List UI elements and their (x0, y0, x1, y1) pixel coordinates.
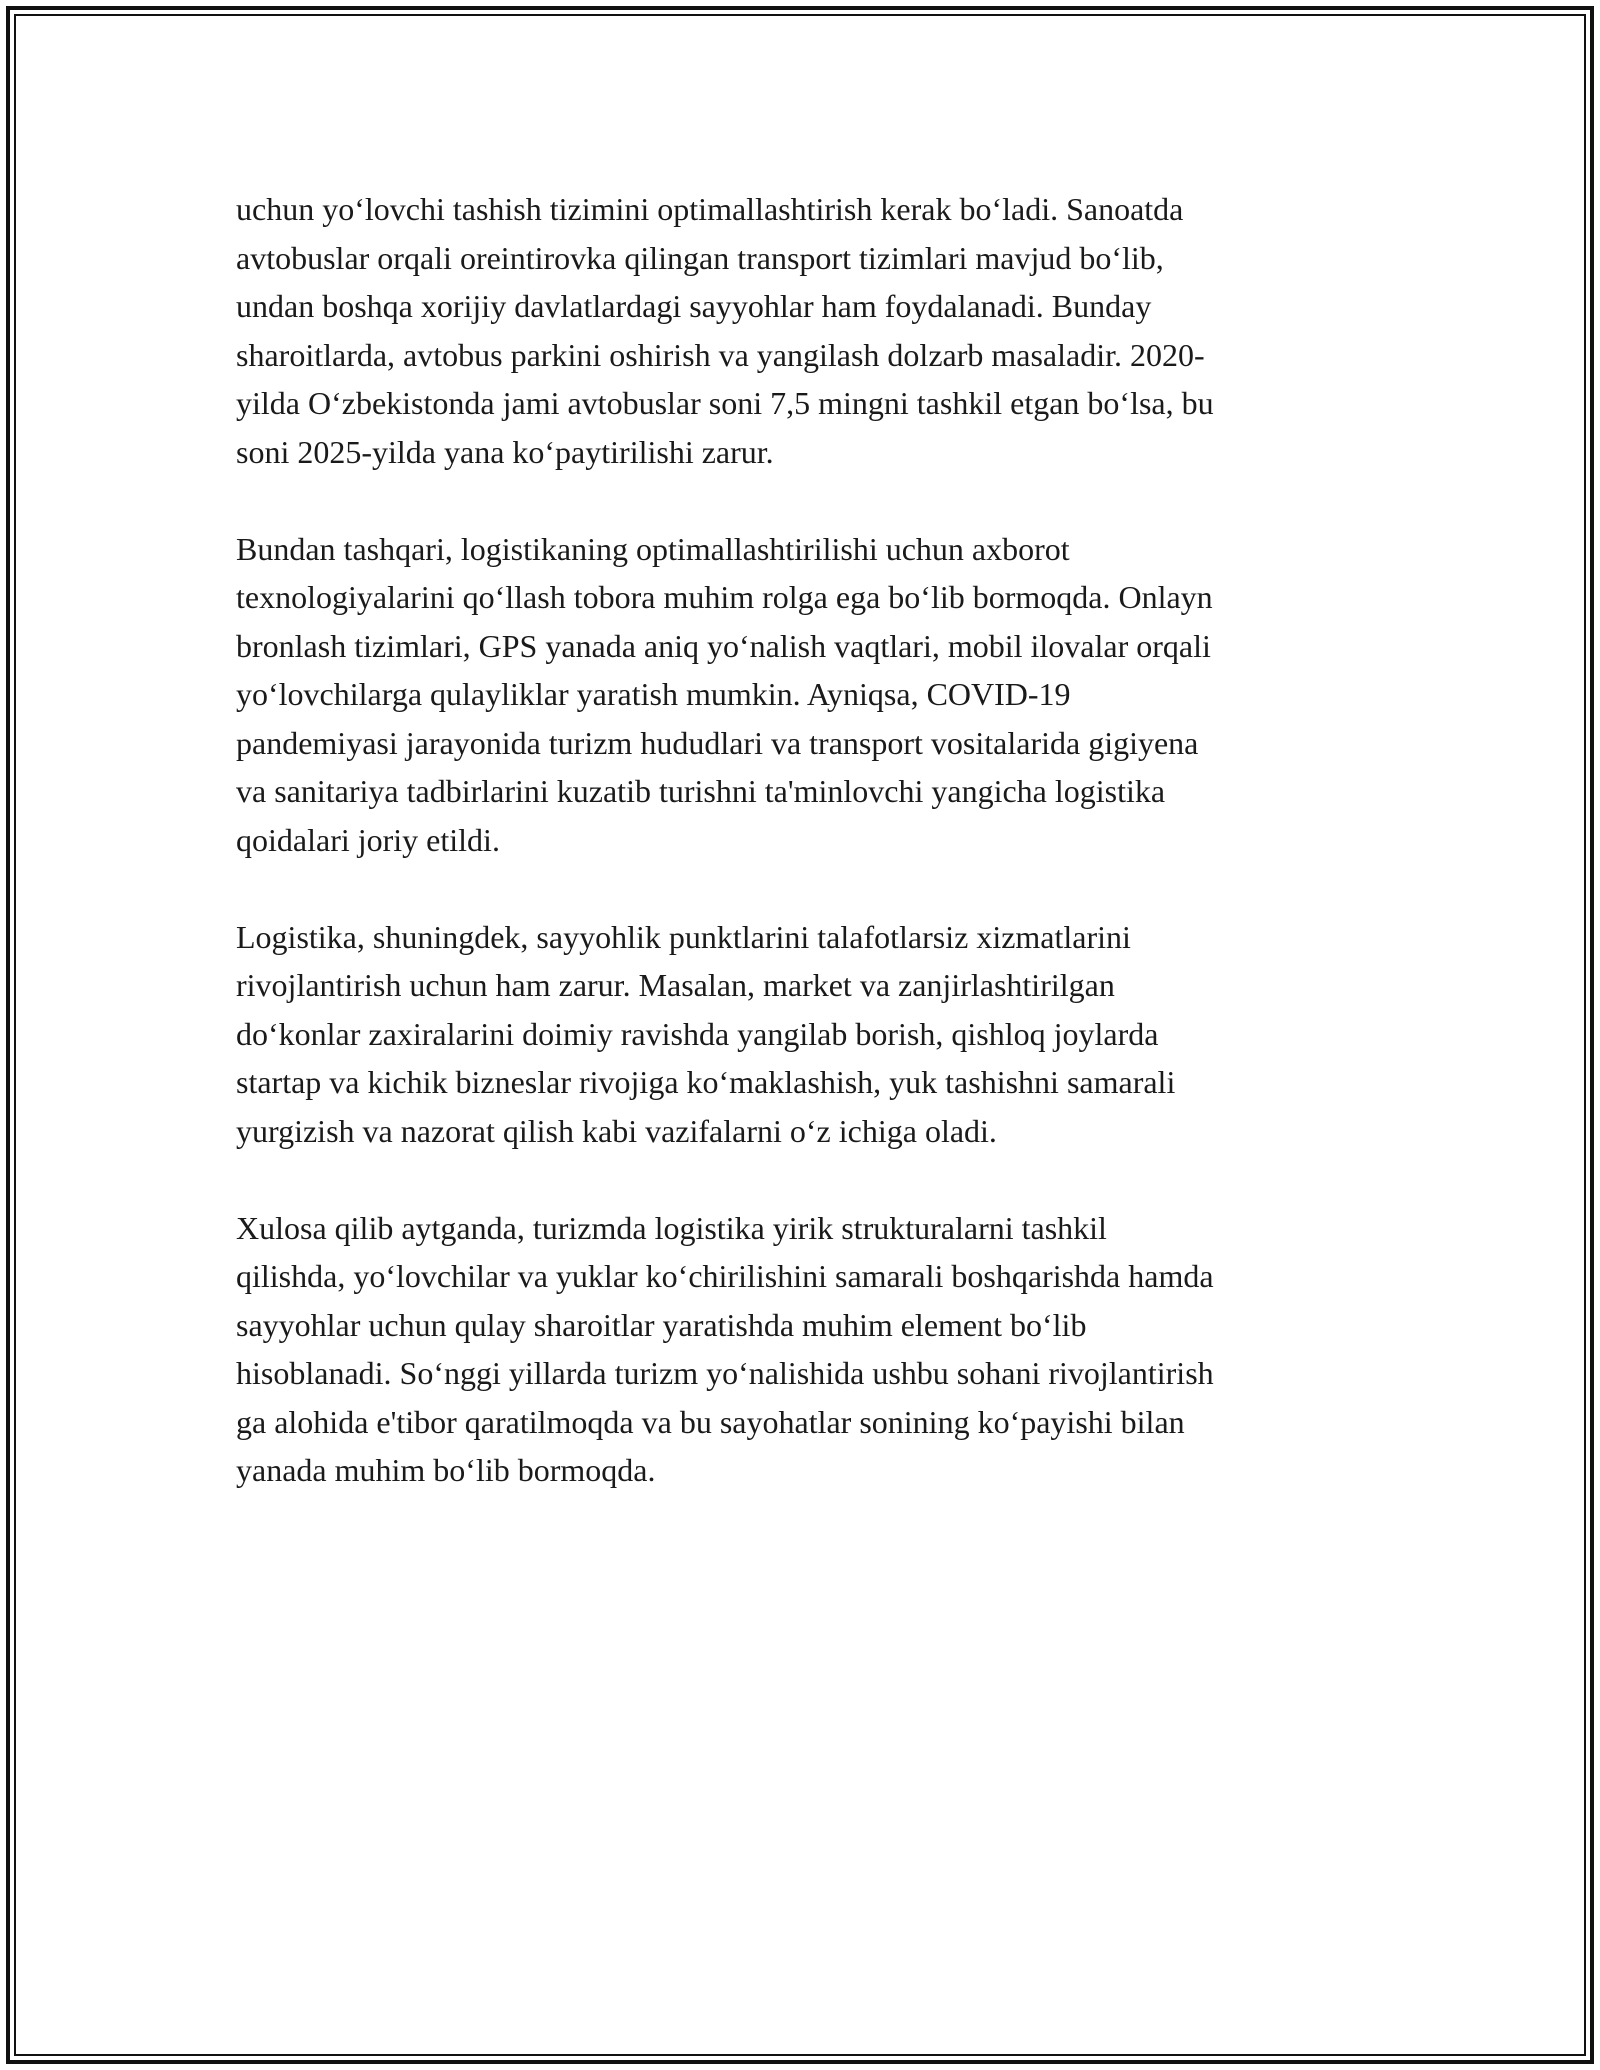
text-line: bronlash tizimlari, GPS yanada aniq yo‘nalish vaqtlari, mobil ilovalar orqali (236, 627, 1211, 664)
text-line: uchun yo‘lovchi tashish tizimini optimallashtirish kerak bo‘ladi. Sanoatda (236, 191, 1184, 227)
text-line: texnologiyalarini qo‘llash tobora muhim rolga ega bo‘lib bormoqda. Onlayn (236, 579, 1213, 615)
text-line: yanada muhim bo‘lib bormoqda. (236, 1452, 656, 1488)
text-line: qoidalari joriy etildi. (236, 821, 500, 858)
text-line: sayyohlar uchun qulay sharoitlar yaratishda muhim element bo‘lib (236, 1306, 1087, 1343)
text-line: pandemiyasi jarayonida turizm hududlari va transport vositalarida gigiyena (236, 724, 1199, 761)
text-line: Xulosa qilib aytganda, turizmda logistika yirik strukturalarni tashkil (236, 1209, 1107, 1246)
paragraph-2 (236, 525, 1366, 865)
text-line: undan boshqa xorijiy davlatlardagi sayyohlar ham foydalanadi. Bunday (236, 288, 1152, 324)
text-line: qilishda, yo‘lovchilar va yuklar ko‘chirilishini samarali boshqarishda hamda (236, 1258, 1214, 1294)
text-line: ga alohida e'tibor qaratilmoqda va bu sayohatlar sonining ko‘payishi bilan (236, 1403, 1185, 1440)
text-line: startap va kichik bizneslar rivojiga ko‘maklashish, yuk tashishni samarali (236, 1064, 1176, 1100)
text-line: yilda O‘zbekistonda jami avtobuslar soni 7,5 mingni tashkil etgan bo‘lsa, bu (236, 385, 1214, 421)
text-line: soni 2025-yilda yana ko‘paytirilishi zarur. (236, 433, 774, 470)
document-body (236, 185, 1366, 1543)
text-line: yurgizish va nazorat qilish kabi vazifalarni o‘z ichiga oladi. (236, 1112, 997, 1149)
text-line: avtobuslar orqali oreintirovka qilingan transport tizimlari mavjud bo‘lib, (236, 239, 1164, 276)
paragraph-1 (236, 185, 1366, 476)
text-line: Bundan tashqari, logistikaning optimallashtirilishi uchun axborot (236, 530, 1070, 567)
text-line: Logistika, shuningdek, sayyohlik punktlarini talafotlarsiz xizmatlarini (236, 918, 1131, 955)
paragraph-4 (236, 1204, 1366, 1495)
text-line: hisoblanadi. So‘nggi yillarda turizm yo‘nalishida ushbu sohani rivojlantirish (236, 1355, 1214, 1391)
text-line: yo‘lovchilarga qulayliklar yaratish mumkin. Ayniqsa, COVID-19 (236, 676, 1071, 712)
text-line: sharoitlarda, avtobus parkini oshirish va yangilash dolzarb masaladir. 2020- (236, 336, 1205, 373)
text-line: do‘konlar zaxiralarini doimiy ravishda yangilab borish, qishloq joylarda (236, 1015, 1159, 1052)
text-line: rivojlantirish uchun ham zarur. Masalan, market va zanjirlashtirilgan (236, 967, 1115, 1003)
text-line: va sanitariya tadbirlarini kuzatib turishni ta'minlovchi yangicha logistika (236, 773, 1166, 809)
paragraph-3 (236, 913, 1366, 1156)
